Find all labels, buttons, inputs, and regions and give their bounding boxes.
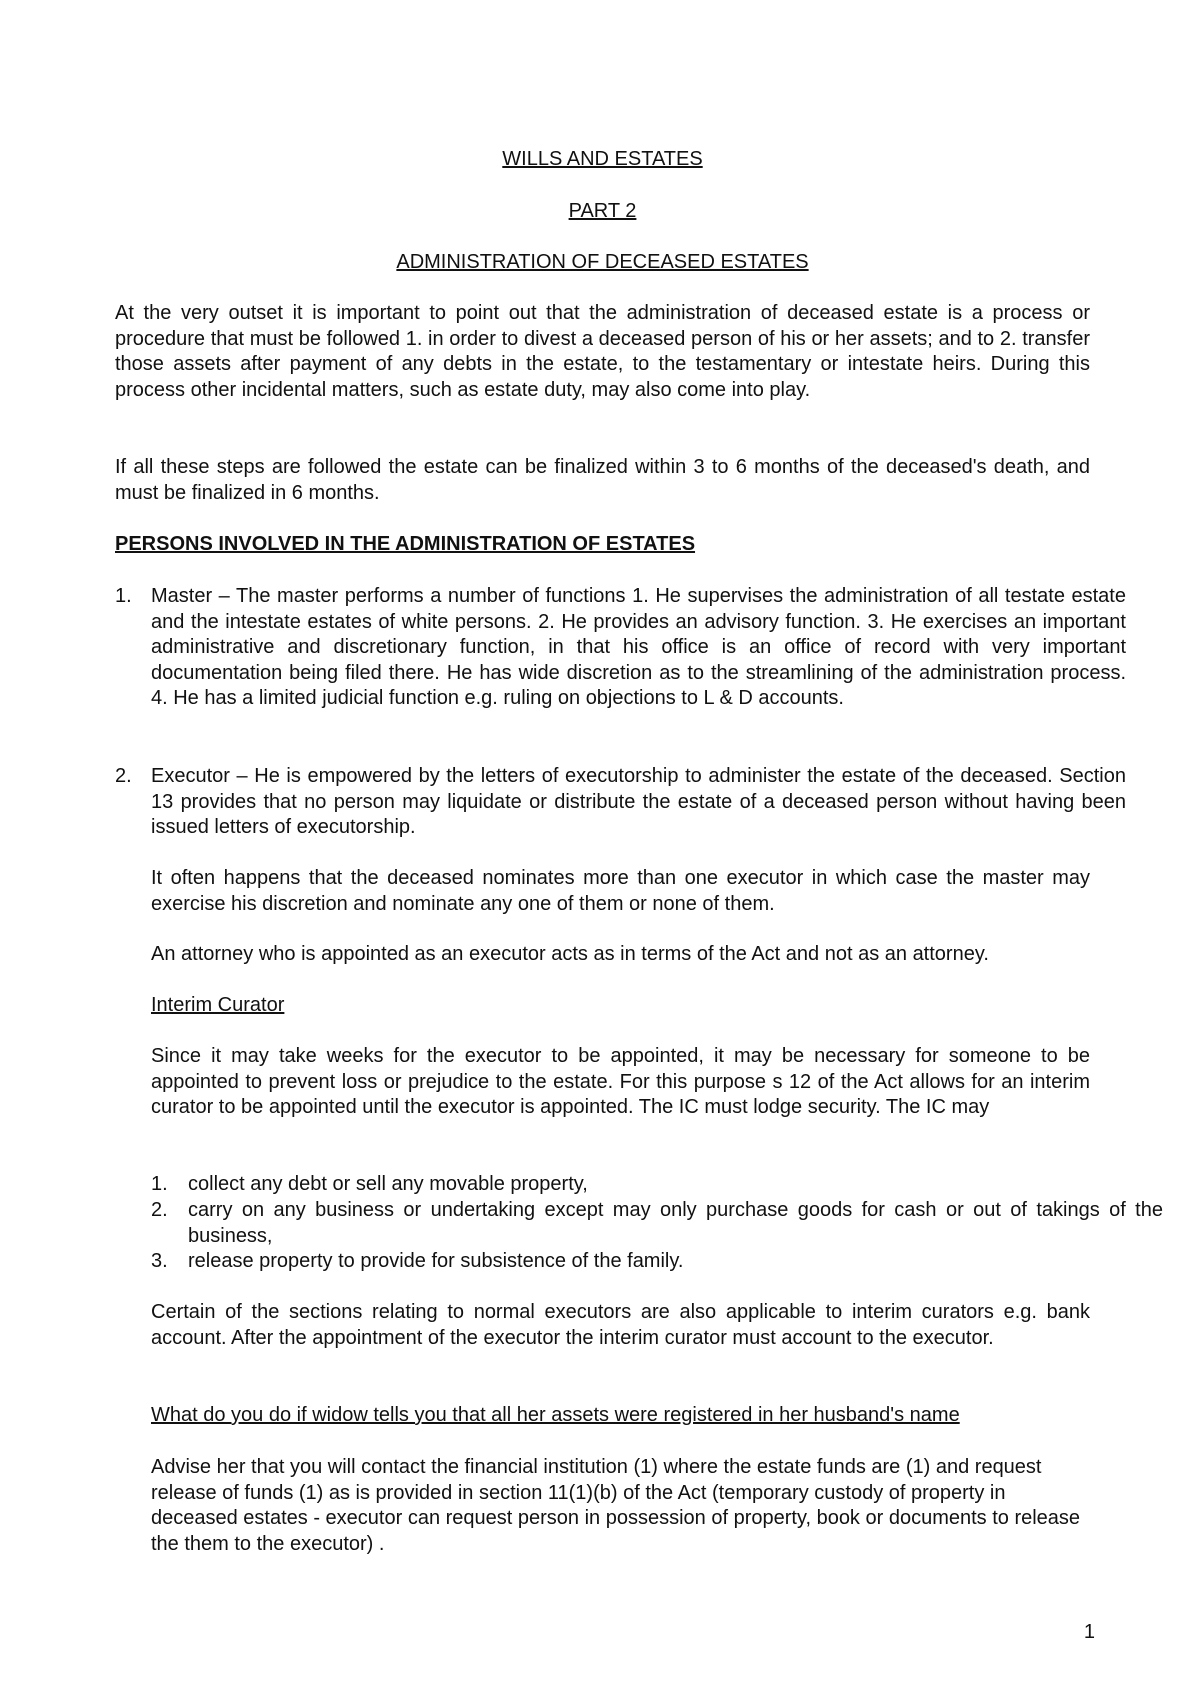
sub-list-number: 3. (151, 1250, 168, 1272)
list-item-executor (115, 764, 1126, 841)
list-item-number: 2. (115, 765, 132, 787)
section-heading: PERSONS INVOLVED IN THE ADMINISTRATION OF ESTATES (115, 533, 696, 555)
widow-advice-paragraph: Advise her that you will contact the financial institution (1) where the estate funds are (1) and request release of funds (1) as is provided in section 11(1)(b) of the Act (temporary custody of property in deceased estates - executor can request person in possession of property, book or documents to release the them to the executor) . (151, 1456, 1081, 1555)
document-title: WILLS AND ESTATES (502, 148, 703, 170)
widow-question-heading: What do you do if widow tells you that all her assets were registered in her husband's name (151, 1404, 960, 1426)
document-subtitle: ADMINISTRATION OF DECEASED ESTATES (396, 251, 809, 273)
sub-list-item (115, 1198, 1163, 1249)
sub-list-number: 1. (151, 1173, 168, 1195)
page-number: 1 (1083, 1621, 1095, 1643)
list-item-master (115, 584, 1126, 712)
interim-curator-paragraph: Since it may take weeks for the executor to be appointed, it may be necessary for someone to be appointed to prevent loss or prejudice to the estate. For this purpose s 12 of the Act allows for an interim curator to be appointed until the executor is appointed. The IC must lodge security. The IC may (151, 1045, 1090, 1119)
sub-list-item (115, 1172, 1163, 1198)
intro-paragraph-1: At the very outset it is important to point out that the administration of deceased estate is a process or procedure that must be followed 1. in order to divest a deceased person of his or her assets; and to 2. transfer those assets after payment of any debts in the estate, to the testamentary or intestate heirs. During this process other incidental matters, such as estate duty, may also come into play. (115, 302, 1090, 401)
list-item-text: Executor – He is empowered by the letters of executorship to administer the estate of the deceased. Section 13 provides that no person may liquidate or distribute the estate of a deceased person without having been issued letters of executorship. (151, 765, 1126, 839)
sub-list-text: release property to provide for subsistence of the family. (188, 1250, 684, 1272)
sub-list-item (115, 1249, 1163, 1275)
sub-list-number: 2. (151, 1199, 168, 1221)
sub-list-text: carry on any business or undertaking except may only purchase goods for cash or out of takings of the business, (188, 1199, 1163, 1247)
interim-curator-heading: Interim Curator (151, 994, 285, 1016)
list-item-text: Master – The master performs a number of functions 1. He supervises the administration of all testate estate and the intestate estates of white persons. 2. He provides an advisory function. 3. He exercises an important administrative and discretionary function, in that his office is an office of record with very important documentation being filed there. He has wide discretion as to the streamlining of the administration process. 4. He has a limited judicial function e.g. ruling on objections to L & D accounts. (151, 585, 1126, 710)
list-item-number: 1. (115, 585, 132, 607)
part-label: PART 2 (568, 200, 637, 222)
executor-paragraph-1: It often happens that the deceased nominates more than one executor in which case the master may exercise his discretion and nominate any one of them or none of them. (151, 867, 1090, 915)
executor-paragraph-2: An attorney who is appointed as an executor acts as in terms of the Act and not as an attorney. (151, 943, 989, 965)
interim-curator-accounts-paragraph: Certain of the sections relating to normal executors are also applicable to interim curators e.g. bank account. After the appointment of the executor the interim curator must account to the executor. (151, 1301, 1090, 1349)
sub-list-text: collect any debt or sell any movable property, (188, 1173, 588, 1195)
intro-paragraph-2: If all these steps are followed the estate can be finalized within 3 to 6 months of the deceased's death, and must be finalized in 6 months. (115, 456, 1090, 504)
